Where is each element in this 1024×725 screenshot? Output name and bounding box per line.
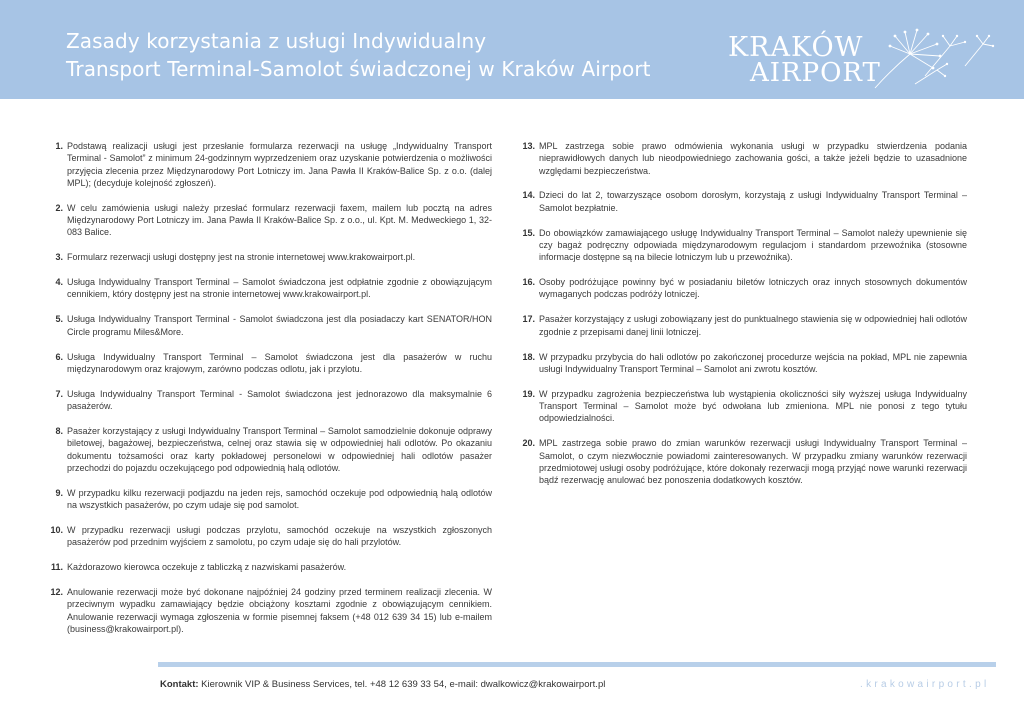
- rule-item: [512, 313, 967, 338]
- logo-text-airport: AIRPORT: [750, 58, 881, 88]
- rule-text: W przypadku rezerwacji usługi podczas przylotu, samochód oczekuje na wszystkich zgłoszonych pasażerów pod przednim wyjściem z samolotu, po czym udaje się do hali przylotów.: [67, 524, 492, 548]
- rule-item: [40, 425, 492, 474]
- rule-item: [40, 251, 492, 263]
- header-banner: [0, 0, 1024, 99]
- rule-item: [512, 437, 967, 486]
- rule-text: Pasażer korzystający z usługi zobowiązany jest do punktualnego stawienia się w odpowiedniej hali odlotów zgodnie z przepisami danej linii lotniczej.: [539, 314, 967, 337]
- rule-text: Osoby podróżujące powinny być w posiadaniu biletów lotniczych oraz innych stosownych dokumentów wymaganych podczas podróży lotniczej.: [539, 277, 967, 300]
- rule-text: W przypadku przybycia do hali odlotów po zakończonej procedurze wejścia na pokład, MPL nie zapewnia usługi Indywidualny Transport Terminal – Samolot ani zwrotu kosztów.: [539, 351, 967, 374]
- rule-number: 3.: [55, 252, 63, 263]
- contact-text: Kierownik VIP & Business Services, tel. +48 12 639 33 54, e-mail: dwalkowicz@krakowairport.pl: [198, 679, 606, 690]
- rule-item: [512, 189, 967, 214]
- rule-number: 18.: [522, 351, 535, 362]
- rule-number: 16.: [522, 277, 535, 288]
- rule-text: W przypadku kilku rezerwacji podjazdu na jeden rejs, samochód oczekuje pod odpowiednią halą odlotów na wszystkich pasażerów, po czym udaje się pod samolot.: [67, 487, 492, 510]
- rules-column-left: [40, 140, 492, 648]
- rule-text: Do obowiązków zamawiającego usługę Indywidualny Transport Terminal – Samolot należy upewnienie się czy bagaż podręczny odpowiada międzynarodowym regulacjom i standardom przewoźnika (stosowne informacje dostępne są na bilecie lotniczym lub u przewoźnika).: [539, 227, 967, 263]
- rule-number: 4.: [55, 277, 63, 288]
- logo-text-krakow: KRAKÓW: [728, 32, 864, 63]
- title-line-2: Transport Terminal-Samolot świadczonej w Kraków Airport: [66, 57, 651, 81]
- rule-number: 10.: [50, 524, 63, 535]
- rule-text: Usługa Indywidualny Transport Terminal - Samolot świadczona jest jednorazowo dla maksymalnie 6 pasażerów.: [67, 388, 492, 412]
- rule-text: Dzieci do lat 2, towarzyszące osobom dorosłym, korzystają z usługi Indywidualny Transport Terminal – Samolot bezpłatnie.: [539, 190, 967, 213]
- rule-item: [512, 276, 967, 301]
- rule-text: Pasażer korzystający z usługi Indywidualny Transport Terminal – Samolot samodzielnie dokonuje odprawy biletowej, bagażowej, bezpieczeństwa, celnej oraz stawia się w odpowiedniej hali odlotów. Po okazaniu dokumentu tożsamości oraz karty pokładowej personelowi w odpowiedniej hali odlotów pasażer przechodzi do pojazdu oczekującego pod odpowiednią halą odlotów.: [67, 425, 492, 473]
- title-line-1: Zasady korzystania z usługi Indywidualny: [66, 29, 487, 53]
- rule-number: 14.: [522, 190, 535, 201]
- rule-item: [512, 388, 967, 425]
- rule-number: 7.: [55, 388, 63, 399]
- rule-item: [40, 561, 492, 573]
- rule-text: Formularz rezerwacji usługi dostępny jest na stronie internetowej www.krakowairport.pl.: [67, 252, 416, 263]
- rule-number: 13.: [522, 141, 535, 151]
- rule-text: Usługa Indywidualny Transport Terminal – Samolot świadczona jest dla pasażerów w ruchu międzynarodowym oraz krajowym, zarówno podczas odlotu, jak i przylotu.: [67, 351, 492, 374]
- rule-number: 1.: [55, 141, 63, 151]
- rule-item: [40, 388, 492, 413]
- rule-item: [40, 351, 492, 376]
- rule-number: 20.: [522, 438, 535, 449]
- rule-text: W celu zamówienia usługi należy przesłać formularz rezerwacji faxem, mailem lub pocztą na adres Międzynarodowy Port Lotniczy im. Jana Pawła II Kraków-Balice Sp. z o.o., ul. Kpt. M. Medweckiego 1, 32-083 Balice.: [67, 202, 492, 238]
- rule-item: [512, 140, 967, 177]
- rule-item: [40, 524, 492, 549]
- dandelion-icon: [725, 26, 995, 96]
- rule-number: 5.: [55, 314, 63, 325]
- footer-divider: [158, 662, 996, 667]
- rule-text: Podstawą realizacji usługi jest przesłanie formularza rezerwacji na usługę „Indywidualny Transport Terminal - Samolot” z minimum 24-godzinnym wyprzedzeniem oraz uzyskanie potwierdzenia o możliwości przyjęcia zlecenia przez Międzynarodowy Port Lotniczy im. Jana Pawła II Kraków-Balice Sp. z o.o. (dalej MPL); (decyduje kolejność zgłoszeń).: [67, 141, 492, 188]
- rule-number: 9.: [55, 487, 63, 498]
- rule-number: 11.: [50, 562, 63, 573]
- footer-contact: [160, 679, 605, 690]
- rule-number: 8.: [55, 425, 63, 436]
- rule-item: [40, 202, 492, 239]
- rule-item: [40, 276, 492, 301]
- rule-number: 12.: [50, 586, 63, 597]
- rule-item: [40, 586, 492, 635]
- rule-text: W przypadku zagrożenia bezpieczeństwa lub wystąpienia okoliczności siły wyższej usługa Indywidualny Transport Terminal – Samolot może być odwołana lub zmieniona. MPL nie ponosi z tego tytułu odpowiedzialności.: [539, 388, 967, 424]
- krakow-airport-logo: [725, 26, 995, 96]
- rule-item: [512, 227, 967, 264]
- rule-number: 17.: [522, 314, 535, 325]
- rule-item: [40, 140, 492, 189]
- rule-number: 15.: [522, 227, 535, 238]
- rule-text: Usługa Indywidualny Transport Terminal – Samolot świadczona jest odpłatnie zgodnie z obowiązującym cennikiem, który dostępny jest na stronie internetowej www.krakowairport.pl.: [67, 277, 492, 300]
- rule-item: [40, 313, 492, 338]
- rule-text: Usługa Indywidualny Transport Terminal - Samolot świadczona jest dla posiadaczy kart SENATOR/HON Circle programu Miles&More.: [67, 314, 492, 337]
- contact-label: Kontakt:: [160, 679, 199, 690]
- page-title: [66, 27, 651, 83]
- rule-text: MPL zastrzega sobie prawo odmówienia wykonania usługi w przypadku stwierdzenia podania nieprawidłowych danych lub nieodpowiedniego zachowania gości, a także jeżeli będzie to uzasadnione względami bezpieczeństwa.: [539, 141, 967, 176]
- rule-item: [512, 351, 967, 376]
- rule-number: 19.: [522, 388, 535, 399]
- rule-number: 6.: [55, 351, 63, 362]
- rule-item: [40, 487, 492, 512]
- rule-number: 2.: [55, 202, 63, 213]
- rule-text: MPL zastrzega sobie prawo do zmian warunków rezerwacji usługi Indywidualny Transport Terminal – Samolot, o czym niezwłocznie powiadomi zainteresowanych. W przypadku zmiany warunków rezerwacji przedmiotowej usługi osoby podróżujące, które dokonały rezerwacji mogą przyjąć nowe warunki rezerwacji bądź rezerwację anulować bez ponoszenia dodatkowych kosztów.: [539, 438, 967, 486]
- rule-text: Anulowanie rezerwacji może być dokonane najpóźniej 24 godziny przed terminem realizacji zlecenia. W przeciwnym wypadku zamawiający będzie obciążony kosztami zgodnie z obowiązującym cennikiem. Anulowanie rezerwacji wymaga zgłoszenia w formie pisemnej faksem (+48 012 639 34 15) lub e-mailem (business@krakowairport.pl).: [67, 586, 492, 634]
- rules-column-right: [512, 140, 967, 499]
- rule-text: Każdorazowo kierowca oczekuje z tabliczką z nazwiskami pasażerów.: [67, 562, 347, 573]
- footer-website: .krakowairport.pl: [860, 679, 990, 690]
